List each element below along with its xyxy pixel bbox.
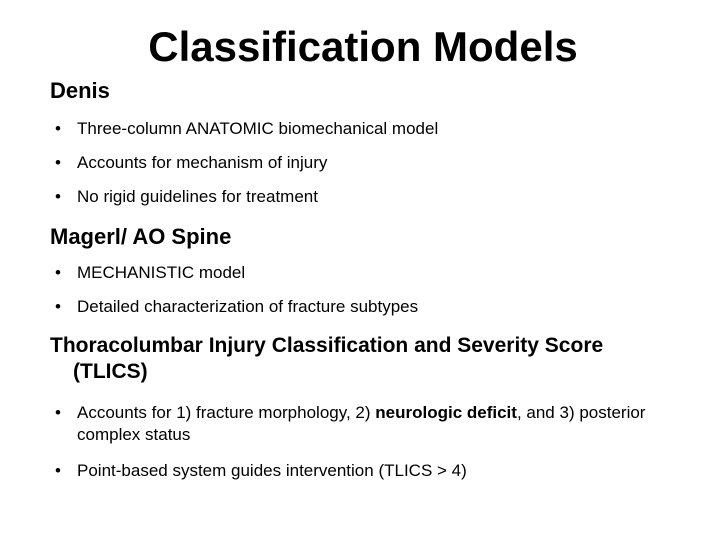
bullet-text: Point-based system guides intervention (TLICS > 4) (77, 461, 467, 480)
bullet-item (55, 296, 685, 318)
bullet-marker: • (55, 263, 61, 282)
bullet-item (55, 402, 685, 446)
bullet-text-emphasis: neurologic deficit (375, 403, 517, 422)
bullet-marker: • (55, 297, 61, 316)
section-heading-magerl-ao: Magerl/ AO Spine (50, 224, 232, 249)
bullet-item (55, 118, 685, 140)
bullet-text-part: , and 3) posterior complex status (77, 403, 646, 444)
bullet-marker: • (55, 461, 61, 480)
bullet-item (55, 186, 685, 208)
bullet-marker: • (55, 119, 61, 138)
bullet-item (55, 262, 685, 284)
bullet-text: Accounts for mechanism of injury (77, 153, 328, 172)
section-heading-tlics (50, 333, 700, 385)
section-heading-tlics-line1: Thoracolumbar Injury Classification and Severity Score (50, 334, 604, 357)
bullet-text (55, 402, 685, 446)
bullet-text-part: Accounts for 1) fracture morphology, 2) (77, 403, 376, 422)
bullet-marker: • (55, 153, 61, 172)
section-heading-denis: Denis (50, 78, 110, 103)
bullet-text: Three-column ANATOMIC biomechanical model (77, 119, 439, 138)
section-heading-tlics-line2: (TLICS) (73, 360, 148, 383)
bullet-item (55, 460, 685, 482)
bullet-marker: • (55, 187, 61, 206)
bullet-text: No rigid guidelines for treatment (77, 187, 318, 206)
bullet-text: MECHANISTIC model (77, 263, 246, 282)
slide-title: Classification Models (148, 23, 578, 70)
bullet-text: Detailed characterization of fracture subtypes (77, 297, 419, 316)
bullet-marker: • (55, 403, 61, 422)
bullet-item (55, 152, 685, 174)
